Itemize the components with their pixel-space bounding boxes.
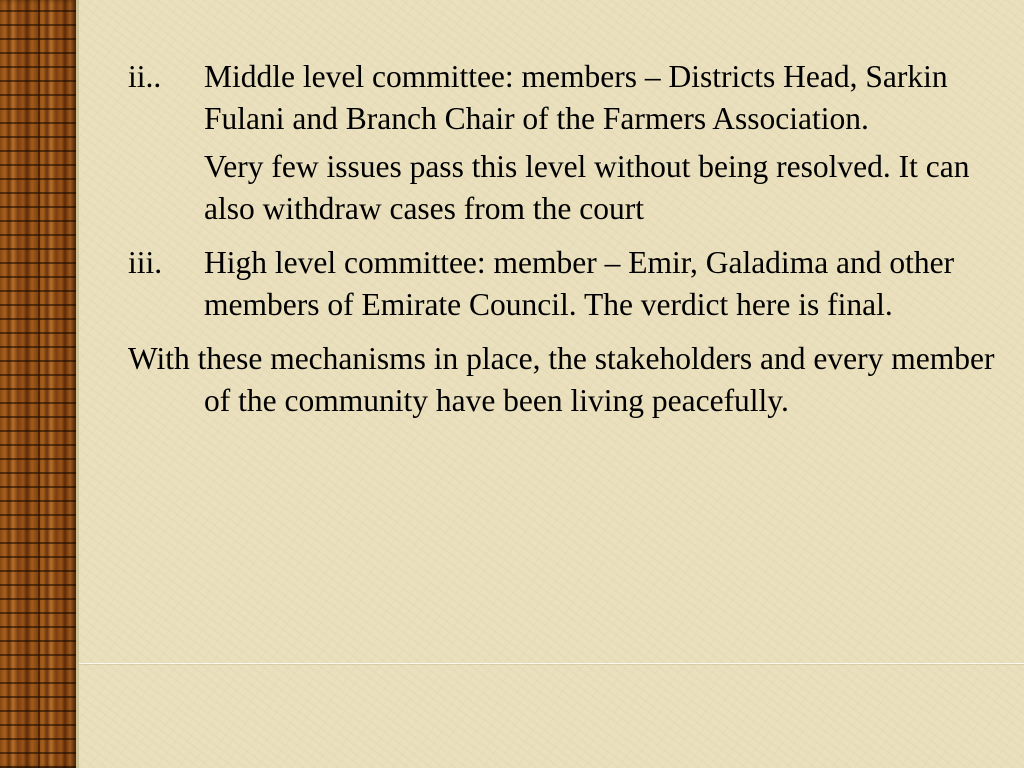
item-number: iii. [128,245,163,280]
strip-edge [76,0,79,768]
item-text: High level committee: member – Emir, Galadima and other members of Emirate Council. The verdict here is final. [204,245,955,322]
item-body [204,242,998,332]
item-text: Middle level committee: members – Districts Head, Sarkin Fulani and Branch Chair of the Farmers Association. [204,59,948,136]
list-item [128,56,998,236]
footer-divider [79,663,1024,664]
item-number: ii.. [128,59,162,94]
list-item [128,242,998,332]
item-body [204,56,998,236]
item-continuation: Very few issues pass this level without being resolved. It can also withdraw cases from the court [204,149,970,226]
closing-paragraph: With these mechanisms in place, the stakeholders and every member of the community have been living peacefully. [128,341,995,418]
slide-content [128,56,998,422]
decorative-side-strip [0,0,76,768]
